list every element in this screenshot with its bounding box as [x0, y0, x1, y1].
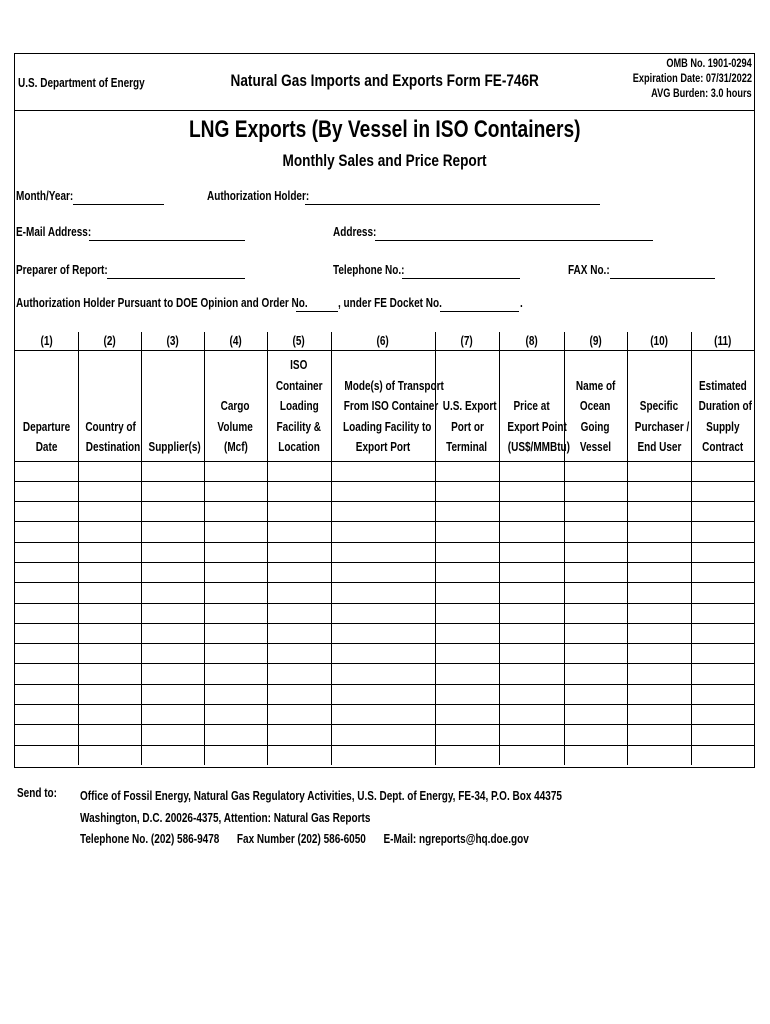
column-header-5 [267, 350, 331, 461]
table-cell[interactable] [435, 461, 499, 481]
table-cell[interactable] [15, 461, 78, 481]
table-cell[interactable] [15, 542, 78, 562]
table-cell[interactable] [141, 725, 204, 745]
column-header-11 [691, 350, 754, 461]
column-number-5: (5) [267, 332, 331, 350]
column-header-line: Contract [702, 440, 744, 454]
send-to-address [80, 786, 683, 851]
send-to-contact-line [80, 829, 683, 851]
table-cell[interactable] [331, 481, 435, 501]
table-cell[interactable] [499, 461, 564, 481]
table-cell[interactable] [15, 562, 78, 582]
column-header-line: Duration of [698, 399, 752, 413]
table-cell[interactable] [499, 705, 564, 725]
send-to-fax: Fax Number (202) 586-6050 [236, 832, 366, 846]
table-cell[interactable] [627, 481, 691, 501]
table-row [15, 644, 754, 664]
column-header-line: Export Port [355, 440, 411, 454]
table-cell[interactable] [141, 664, 204, 684]
telephone-field[interactable] [402, 278, 520, 279]
table-cell[interactable] [627, 725, 691, 745]
table-cell[interactable] [15, 725, 78, 745]
table-cell[interactable] [564, 583, 627, 603]
table-cell[interactable] [499, 725, 564, 745]
table-cell[interactable] [691, 481, 754, 501]
exports-table [15, 332, 754, 765]
table-cell[interactable] [691, 502, 754, 522]
table-cell[interactable] [331, 583, 435, 603]
table-cell[interactable] [499, 542, 564, 562]
column-header-line: Destination [85, 440, 140, 454]
table-cell[interactable] [627, 644, 691, 664]
table-cell[interactable] [564, 705, 627, 725]
table-cell[interactable] [141, 522, 204, 542]
table-row [15, 623, 754, 643]
column-header-6 [331, 350, 444, 461]
column-header-line: Country of [84, 419, 136, 434]
table-cell[interactable] [15, 644, 78, 664]
column-header-line: Cargo [221, 399, 250, 413]
column-header-line: Departure [22, 419, 70, 434]
table-cell[interactable] [691, 542, 754, 562]
table-cell[interactable] [267, 684, 331, 704]
table-cell[interactable] [564, 603, 627, 623]
table-cell[interactable] [78, 745, 141, 765]
address-label: Address: [333, 225, 377, 239]
column-header-8 [499, 350, 570, 461]
table-cell[interactable] [499, 684, 564, 704]
table-cell[interactable] [691, 603, 754, 623]
table-cell[interactable] [331, 664, 435, 684]
table-cell[interactable] [78, 644, 141, 664]
column-header-4 [204, 350, 267, 461]
month-year-field[interactable] [73, 204, 164, 205]
column-header-2 [78, 350, 141, 461]
table-cell[interactable] [204, 705, 267, 725]
table-cell[interactable] [691, 522, 754, 542]
table-row [15, 502, 754, 522]
table-cell[interactable] [691, 644, 754, 664]
table-cell[interactable] [141, 562, 204, 582]
table-cell[interactable] [141, 583, 204, 603]
table-cell[interactable] [15, 522, 78, 542]
table-cell[interactable] [435, 705, 499, 725]
table-cell[interactable] [78, 562, 141, 582]
column-header-line: ISO [290, 358, 308, 372]
table-row [15, 583, 754, 603]
table-cell[interactable] [331, 623, 435, 643]
table-cell[interactable] [331, 522, 435, 542]
table-cell[interactable] [435, 583, 499, 603]
table-cell[interactable] [499, 745, 564, 765]
table-cell[interactable] [627, 461, 691, 481]
table-cell[interactable] [691, 623, 754, 643]
table-row [15, 542, 754, 562]
column-header-line: Loading [279, 399, 319, 413]
department-label: U.S. Department of Energy [18, 76, 145, 90]
table-cell[interactable] [564, 481, 627, 501]
table-cell[interactable] [564, 684, 627, 704]
table-cell[interactable] [15, 583, 78, 603]
email-label: E-Mail Address: [16, 225, 92, 239]
table-cell[interactable] [204, 481, 267, 501]
table-cell[interactable] [627, 623, 691, 643]
table-cell[interactable] [204, 644, 267, 664]
table-cell[interactable] [564, 745, 627, 765]
column-header-line: Supplier(s) [148, 440, 201, 454]
column-number-10: (10) [627, 332, 691, 350]
table-cell[interactable] [78, 542, 141, 562]
table-cell[interactable] [267, 623, 331, 643]
table-cell[interactable] [627, 542, 691, 562]
avg-burden: AVG Burden: 3.0 hours [651, 88, 752, 100]
column-header-7 [435, 350, 499, 461]
table-row [15, 684, 754, 704]
omb-block [603, 57, 752, 102]
column-number-7: (7) [435, 332, 499, 350]
fax-field[interactable] [610, 278, 715, 279]
table-cell[interactable] [331, 684, 435, 704]
table-cell[interactable] [204, 684, 267, 704]
docket-label: , under FE Docket No. [338, 296, 442, 310]
table-cell[interactable] [141, 542, 204, 562]
table-row [15, 461, 754, 481]
table-cell[interactable] [267, 461, 331, 481]
column-header-line: Going [581, 419, 610, 434]
table-cell[interactable] [627, 603, 691, 623]
table-cell[interactable] [141, 623, 204, 643]
table-cell[interactable] [435, 623, 499, 643]
page-subtitle: Monthly Sales and Price Report [282, 151, 487, 170]
column-header-line: Terminal [446, 440, 488, 454]
table-cell[interactable] [435, 745, 499, 765]
table-row [15, 522, 754, 542]
column-header-1 [15, 350, 78, 461]
table-cell[interactable] [204, 562, 267, 582]
table-cell[interactable] [331, 461, 435, 481]
table-cell[interactable] [691, 664, 754, 684]
table-row [15, 562, 754, 582]
table-cell[interactable] [435, 664, 499, 684]
column-header-9 [564, 350, 627, 461]
table-row [15, 603, 754, 623]
table-cell[interactable] [267, 745, 331, 765]
table-cell[interactable] [204, 583, 267, 603]
column-header-line: (US$/MMBtu) [507, 440, 570, 454]
column-header-line: Location [278, 440, 320, 454]
form-header [15, 54, 754, 111]
table-cell[interactable] [435, 725, 499, 745]
email-field[interactable] [89, 240, 245, 241]
table-cell[interactable] [435, 684, 499, 704]
column-number-row [15, 332, 754, 350]
table-cell[interactable] [331, 562, 435, 582]
table-cell[interactable] [267, 583, 331, 603]
send-to-telephone: Telephone No. (202) 586-9478 [80, 832, 220, 846]
order-number-field[interactable] [296, 311, 338, 312]
table-cell[interactable] [78, 502, 141, 522]
column-header-line: Supply [706, 419, 740, 434]
column-header-line: Specific [639, 399, 679, 413]
table-cell[interactable] [15, 603, 78, 623]
page-title: LNG Exports (By Vessel in ISO Containers) [188, 116, 581, 143]
table-cell[interactable] [331, 644, 435, 664]
table-cell[interactable] [691, 583, 754, 603]
table-cell[interactable] [691, 562, 754, 582]
column-number-2: (2) [78, 332, 141, 350]
table-cell[interactable] [627, 562, 691, 582]
table-cell[interactable] [499, 562, 564, 582]
table-cell[interactable] [78, 725, 141, 745]
table-cell[interactable] [141, 705, 204, 725]
fax-label: FAX No.: [568, 263, 610, 277]
preparer-label: Preparer of Report: [16, 263, 108, 277]
column-header-10 [627, 350, 691, 461]
table-cell[interactable] [15, 705, 78, 725]
table-cell[interactable] [78, 481, 141, 501]
table-row [15, 705, 754, 725]
table-cell[interactable] [499, 583, 564, 603]
column-header-line: Vessel [579, 440, 612, 454]
table-row [15, 664, 754, 684]
table-cell[interactable] [204, 603, 267, 623]
table-cell[interactable] [564, 461, 627, 481]
table-cell[interactable] [15, 684, 78, 704]
table-cell[interactable] [627, 502, 691, 522]
column-number-8: (8) [499, 332, 564, 350]
form-fe-746r [14, 53, 755, 768]
table-cell[interactable] [204, 461, 267, 481]
month-year-label: Month/Year: [16, 189, 74, 203]
table-cell[interactable] [331, 502, 435, 522]
table-cell[interactable] [204, 725, 267, 745]
column-header-line: Port or [450, 419, 484, 434]
table-cell[interactable] [78, 583, 141, 603]
table-cell[interactable] [435, 562, 499, 582]
table-cell[interactable] [141, 461, 204, 481]
table-cell[interactable] [499, 603, 564, 623]
table-cell[interactable] [435, 644, 499, 664]
table-cell[interactable] [204, 542, 267, 562]
column-number-1: (1) [15, 332, 78, 350]
authorization-holder-field[interactable] [305, 204, 600, 205]
table-cell[interactable] [141, 603, 204, 623]
table-cell[interactable] [141, 644, 204, 664]
table-cell[interactable] [204, 745, 267, 765]
column-header-line: Container [275, 378, 323, 393]
table-cell[interactable] [267, 522, 331, 542]
omb-number: OMB No. 1901-0294 [666, 58, 752, 70]
table-cell[interactable] [15, 502, 78, 522]
table-row [15, 481, 754, 501]
address-field[interactable] [375, 240, 653, 241]
table-cell[interactable] [435, 542, 499, 562]
table-cell[interactable] [331, 745, 435, 765]
table-cell[interactable] [78, 664, 141, 684]
table-cell[interactable] [267, 664, 331, 684]
table-cell[interactable] [204, 664, 267, 684]
column-header-line: From ISO Container [343, 399, 438, 413]
send-to-line-1: Office of Fossil Energy, Natural Gas Regulatory Activities, U.S. Dept. of Energy, FE-34, P.O. Box 44375 [80, 789, 562, 803]
table-cell[interactable] [499, 502, 564, 522]
table-cell[interactable] [78, 623, 141, 643]
table-cell[interactable] [499, 644, 564, 664]
table-cell[interactable] [499, 481, 564, 501]
send-to-label: Send to: [17, 786, 57, 800]
table-cell[interactable] [331, 542, 435, 562]
table-cell[interactable] [78, 603, 141, 623]
table-cell[interactable] [499, 623, 564, 643]
table-cell[interactable] [564, 725, 627, 745]
send-to-email[interactable]: E-Mail: ngreports@hq.doe.gov [383, 832, 529, 846]
column-header-line: Export Point [506, 419, 567, 434]
table-cell[interactable] [78, 705, 141, 725]
table-cell[interactable] [627, 583, 691, 603]
authorization-holder-label: Authorization Holder: [207, 189, 310, 203]
column-header-line: Purchaser / [634, 419, 689, 434]
table-row [15, 725, 754, 745]
column-header-line: End User [637, 440, 681, 454]
preparer-field[interactable] [107, 278, 245, 279]
column-header-line: Name of [575, 378, 616, 393]
table-cell[interactable] [564, 664, 627, 684]
table-cell[interactable] [627, 745, 691, 765]
authorization-pursuant-label: Authorization Holder Pursuant to DOE Opinion and Order No. [16, 296, 308, 310]
column-header-line: (Mcf) [223, 440, 248, 454]
table-cell[interactable] [435, 603, 499, 623]
column-number-4: (4) [204, 332, 267, 350]
table-cell[interactable] [691, 461, 754, 481]
table-row [15, 745, 754, 765]
table-cell[interactable] [267, 481, 331, 501]
telephone-label: Telephone No.: [333, 263, 405, 277]
column-header-line: Price at [513, 399, 550, 413]
table-cell[interactable] [141, 684, 204, 704]
column-header-line: Volume [217, 419, 254, 434]
table-cell[interactable] [564, 522, 627, 542]
column-header-line: Facility & [276, 419, 322, 434]
table-cell[interactable] [267, 562, 331, 582]
table-cell[interactable] [141, 481, 204, 501]
table-cell[interactable] [15, 664, 78, 684]
table-cell[interactable] [15, 745, 78, 765]
table-cell[interactable] [78, 684, 141, 704]
table-cell[interactable] [331, 725, 435, 745]
column-header-row [15, 350, 754, 461]
table-cell[interactable] [691, 684, 754, 704]
table-cell[interactable] [204, 502, 267, 522]
table-cell[interactable] [204, 623, 267, 643]
column-number-3: (3) [141, 332, 204, 350]
column-header-line: U.S. Export [442, 399, 497, 413]
table-cell[interactable] [564, 502, 627, 522]
column-header-line: Estimated [698, 378, 747, 393]
form-name: Natural Gas Imports and Exports Form FE-746R [230, 71, 539, 90]
column-number-11: (11) [691, 332, 754, 350]
table-cell[interactable] [78, 522, 141, 542]
table-cell[interactable] [204, 522, 267, 542]
table-cell[interactable] [691, 745, 754, 765]
table-cell[interactable] [15, 623, 78, 643]
table-cell[interactable] [435, 481, 499, 501]
column-number-9: (9) [564, 332, 627, 350]
table-cell[interactable] [499, 522, 564, 542]
table-cell[interactable] [15, 481, 78, 501]
table-cell[interactable] [267, 603, 331, 623]
table-cell[interactable] [331, 603, 435, 623]
column-header-line: Date [35, 440, 58, 454]
table-cell[interactable] [627, 664, 691, 684]
table-cell[interactable] [267, 705, 331, 725]
table-cell[interactable] [564, 623, 627, 643]
table-cell[interactable] [267, 542, 331, 562]
table-cell[interactable] [141, 745, 204, 765]
table-cell[interactable] [267, 725, 331, 745]
table-cell[interactable] [435, 522, 499, 542]
table-cell[interactable] [267, 644, 331, 664]
docket-number-field[interactable] [440, 311, 519, 312]
table-cell[interactable] [627, 522, 691, 542]
table-cell[interactable] [564, 562, 627, 582]
table-cell[interactable] [141, 502, 204, 522]
table-cell[interactable] [267, 502, 331, 522]
table-cell[interactable] [627, 705, 691, 725]
table-cell[interactable] [627, 684, 691, 704]
docket-period: . [520, 296, 523, 310]
table-cell[interactable] [691, 705, 754, 725]
table-cell[interactable] [691, 725, 754, 745]
column-header-3 [141, 350, 204, 461]
table-cell[interactable] [499, 664, 564, 684]
table-cell[interactable] [564, 644, 627, 664]
column-header-line: Mode(s) of Transport [343, 378, 444, 393]
table-cell[interactable] [564, 542, 627, 562]
column-header-line: Ocean [580, 399, 611, 413]
expiration-date: Expiration Date: 07/31/2022 [632, 73, 752, 85]
column-header-line: Loading Facility to [342, 419, 431, 434]
table-cell[interactable] [78, 461, 141, 481]
send-to-line-2: Washington, D.C. 20026-4375, Attention: Natural Gas Reports [80, 810, 371, 825]
table-cell[interactable] [331, 705, 435, 725]
table-cell[interactable] [435, 502, 499, 522]
column-number-6: (6) [331, 332, 435, 350]
